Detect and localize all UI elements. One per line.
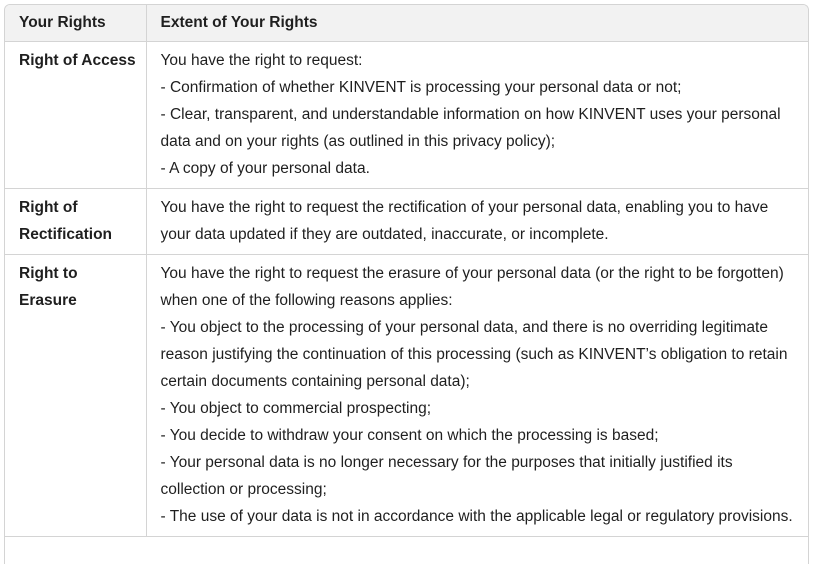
table-row-right-to-erasure (5, 255, 808, 537)
right-extent-rectification (146, 189, 808, 255)
header-your-rights: Your Rights (5, 5, 146, 42)
extent-line: You have the right to request the rectification of your personal data, enabling you to have your data updated if they are outdated, inaccurate, or incomplete. (160, 199, 769, 243)
extent-line: - A copy of your personal data. (160, 160, 370, 177)
extent-line: - The use of your data is not in accordance with the applicable legal or regulatory provisions. (160, 508, 793, 525)
extent-line: - You decide to withdraw your consent on which the processing is based; (160, 427, 659, 444)
table-row-right-of-rectification (5, 189, 808, 255)
extent-line: - You object to the processing of your personal data, and there is no overriding legitimate reason justifying the continuation of this processing (such as KINVENT’s obligation to retain certain documents containing personal data); (160, 319, 788, 390)
extent-line: - Your personal data is no longer necessary for the purposes that initially justified its collection or processing; (160, 454, 733, 498)
right-extent-access (146, 42, 808, 189)
rights-table-container (4, 4, 809, 564)
extent-line: - You object to commercial prospecting; (160, 400, 432, 417)
rights-table (5, 5, 808, 537)
right-name-access: Right of Access (5, 42, 146, 189)
table-row-right-of-access (5, 42, 808, 189)
extent-line: You have the right to request: (160, 52, 363, 69)
right-extent-erasure (146, 255, 808, 537)
header-extent-of-rights: Extent of Your Rights (146, 5, 808, 42)
table-header-row (5, 5, 808, 42)
extent-line: - Clear, transparent, and understandable information on how KINVENT uses your personal data and on your rights (as outlined in this privacy policy); (160, 106, 781, 150)
right-name-erasure: Right to Erasure (5, 255, 146, 537)
right-name-rectification: Right of Rectification (5, 189, 146, 255)
extent-line: You have the right to request the erasure of your personal data (or the right to be forgotten) when one of the following reasons applies: (160, 265, 784, 309)
extent-line: - Confirmation of whether KINVENT is processing your personal data or not; (160, 79, 682, 96)
